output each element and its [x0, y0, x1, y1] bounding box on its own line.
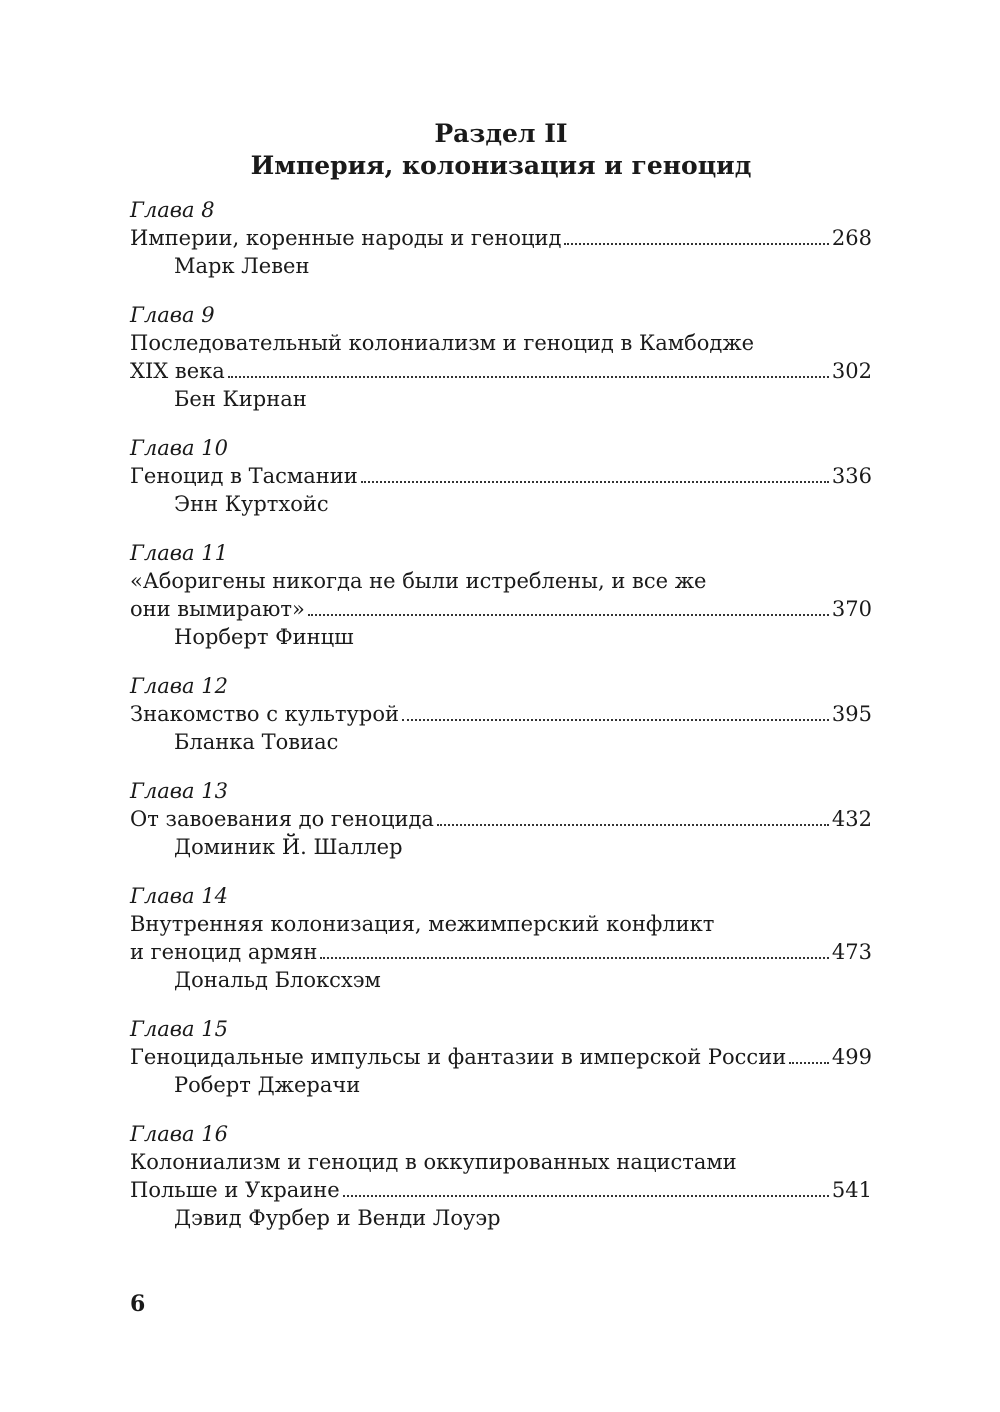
- page-ref: 395: [831, 702, 872, 726]
- chapter-title-row[interactable]: [130, 1176, 872, 1204]
- chapter-author: Дэвид Фурбер и Венди Лоуэр: [174, 1206, 501, 1230]
- dot-leader: [437, 824, 829, 826]
- toc-entry: [130, 672, 872, 756]
- page-ref: 302: [831, 359, 872, 383]
- page-number: 6: [130, 1291, 146, 1317]
- chapter-label: Глава 14: [130, 884, 228, 908]
- chapter-label: Глава 12: [130, 674, 228, 698]
- chapter-title-row[interactable]: [130, 224, 872, 252]
- chapter-title-row[interactable]: [130, 462, 872, 490]
- chapter-author: Дональд Блоксхэм: [174, 968, 381, 992]
- chapter-label: Глава 16: [130, 1122, 228, 1146]
- chapter-label: Глава 11: [130, 541, 228, 565]
- toc-list: [130, 196, 872, 1232]
- chapter-title-row[interactable]: [130, 1043, 872, 1071]
- page-ref: 473: [831, 940, 872, 964]
- page-ref: 499: [831, 1045, 872, 1069]
- page-ref: 370: [831, 597, 872, 621]
- chapter-title-row[interactable]: [130, 938, 872, 966]
- section-title: Империя, колонизация и геноцид: [250, 151, 752, 180]
- toc-entry: [130, 196, 872, 280]
- toc-entry: [130, 539, 872, 651]
- toc-entry: [130, 301, 872, 413]
- chapter-title-line: и геноцид армян: [130, 940, 318, 964]
- chapter-title-row[interactable]: [130, 700, 872, 728]
- dot-leader: [361, 481, 829, 483]
- chapter-title-line: Последовательный колониализм и геноцид в Камбодже: [130, 331, 755, 355]
- chapter-title-row[interactable]: [130, 357, 872, 385]
- chapter-label: Глава 9: [130, 303, 215, 327]
- dot-leader: [789, 1062, 829, 1064]
- chapter-label: Глава 8: [130, 198, 215, 222]
- page-ref: 432: [831, 807, 872, 831]
- section-label: Раздел II: [434, 119, 568, 148]
- page-ref: 336: [831, 464, 872, 488]
- chapter-title-line: они вымирают»: [130, 597, 305, 621]
- chapter-label: Глава 13: [130, 779, 228, 803]
- chapter-label: Глава 15: [130, 1017, 228, 1041]
- chapter-title-line: XIX века: [130, 359, 225, 383]
- chapter-author: Энн Куртхойс: [174, 492, 329, 516]
- toc-entry: [130, 1015, 872, 1099]
- chapter-title-line: Колониализм и геноцид в оккупированных нацистами: [130, 1150, 737, 1174]
- dot-leader: [402, 719, 829, 721]
- chapter-title-line: Геноцид в Тасмании: [130, 464, 358, 488]
- chapter-title-line: Знакомство с культурой: [130, 702, 399, 726]
- chapter-title-line: «Аборигены никогда не были истреблены, и все же: [130, 569, 707, 593]
- page-ref: 268: [831, 226, 872, 250]
- chapter-author: Норберт Финцш: [174, 625, 354, 649]
- chapter-author: Бен Кирнан: [174, 387, 307, 411]
- chapter-title-line: От завоевания до геноцида: [130, 807, 434, 831]
- chapter-title-line: Польше и Украине: [130, 1178, 340, 1202]
- dot-leader: [564, 243, 829, 245]
- dot-leader: [228, 376, 829, 378]
- chapter-title-row[interactable]: [130, 805, 872, 833]
- toc-entry: [130, 777, 872, 861]
- section-heading: [130, 118, 872, 182]
- chapter-author: Марк Левен: [174, 254, 310, 278]
- toc-page: [130, 118, 872, 1253]
- chapter-title-line: Внутренняя колонизация, межимперский конфликт: [130, 912, 715, 936]
- chapter-author: Доминик Й. Шаллер: [174, 835, 403, 859]
- toc-entry: [130, 882, 872, 994]
- dot-leader: [320, 957, 829, 959]
- dot-leader: [343, 1195, 829, 1197]
- chapter-author: Роберт Джерачи: [174, 1073, 361, 1097]
- page-ref: 541: [831, 1178, 872, 1202]
- chapter-author: Бланка Товиас: [174, 730, 339, 754]
- toc-entry: [130, 1120, 872, 1232]
- chapter-title-line: Геноцидальные импульсы и фантазии в имперской России: [130, 1045, 787, 1069]
- chapter-title-row[interactable]: [130, 595, 872, 623]
- toc-entry: [130, 434, 872, 518]
- dot-leader: [308, 614, 829, 616]
- chapter-title-line: Империи, коренные народы и геноцид: [130, 226, 562, 250]
- chapter-label: Глава 10: [130, 436, 228, 460]
